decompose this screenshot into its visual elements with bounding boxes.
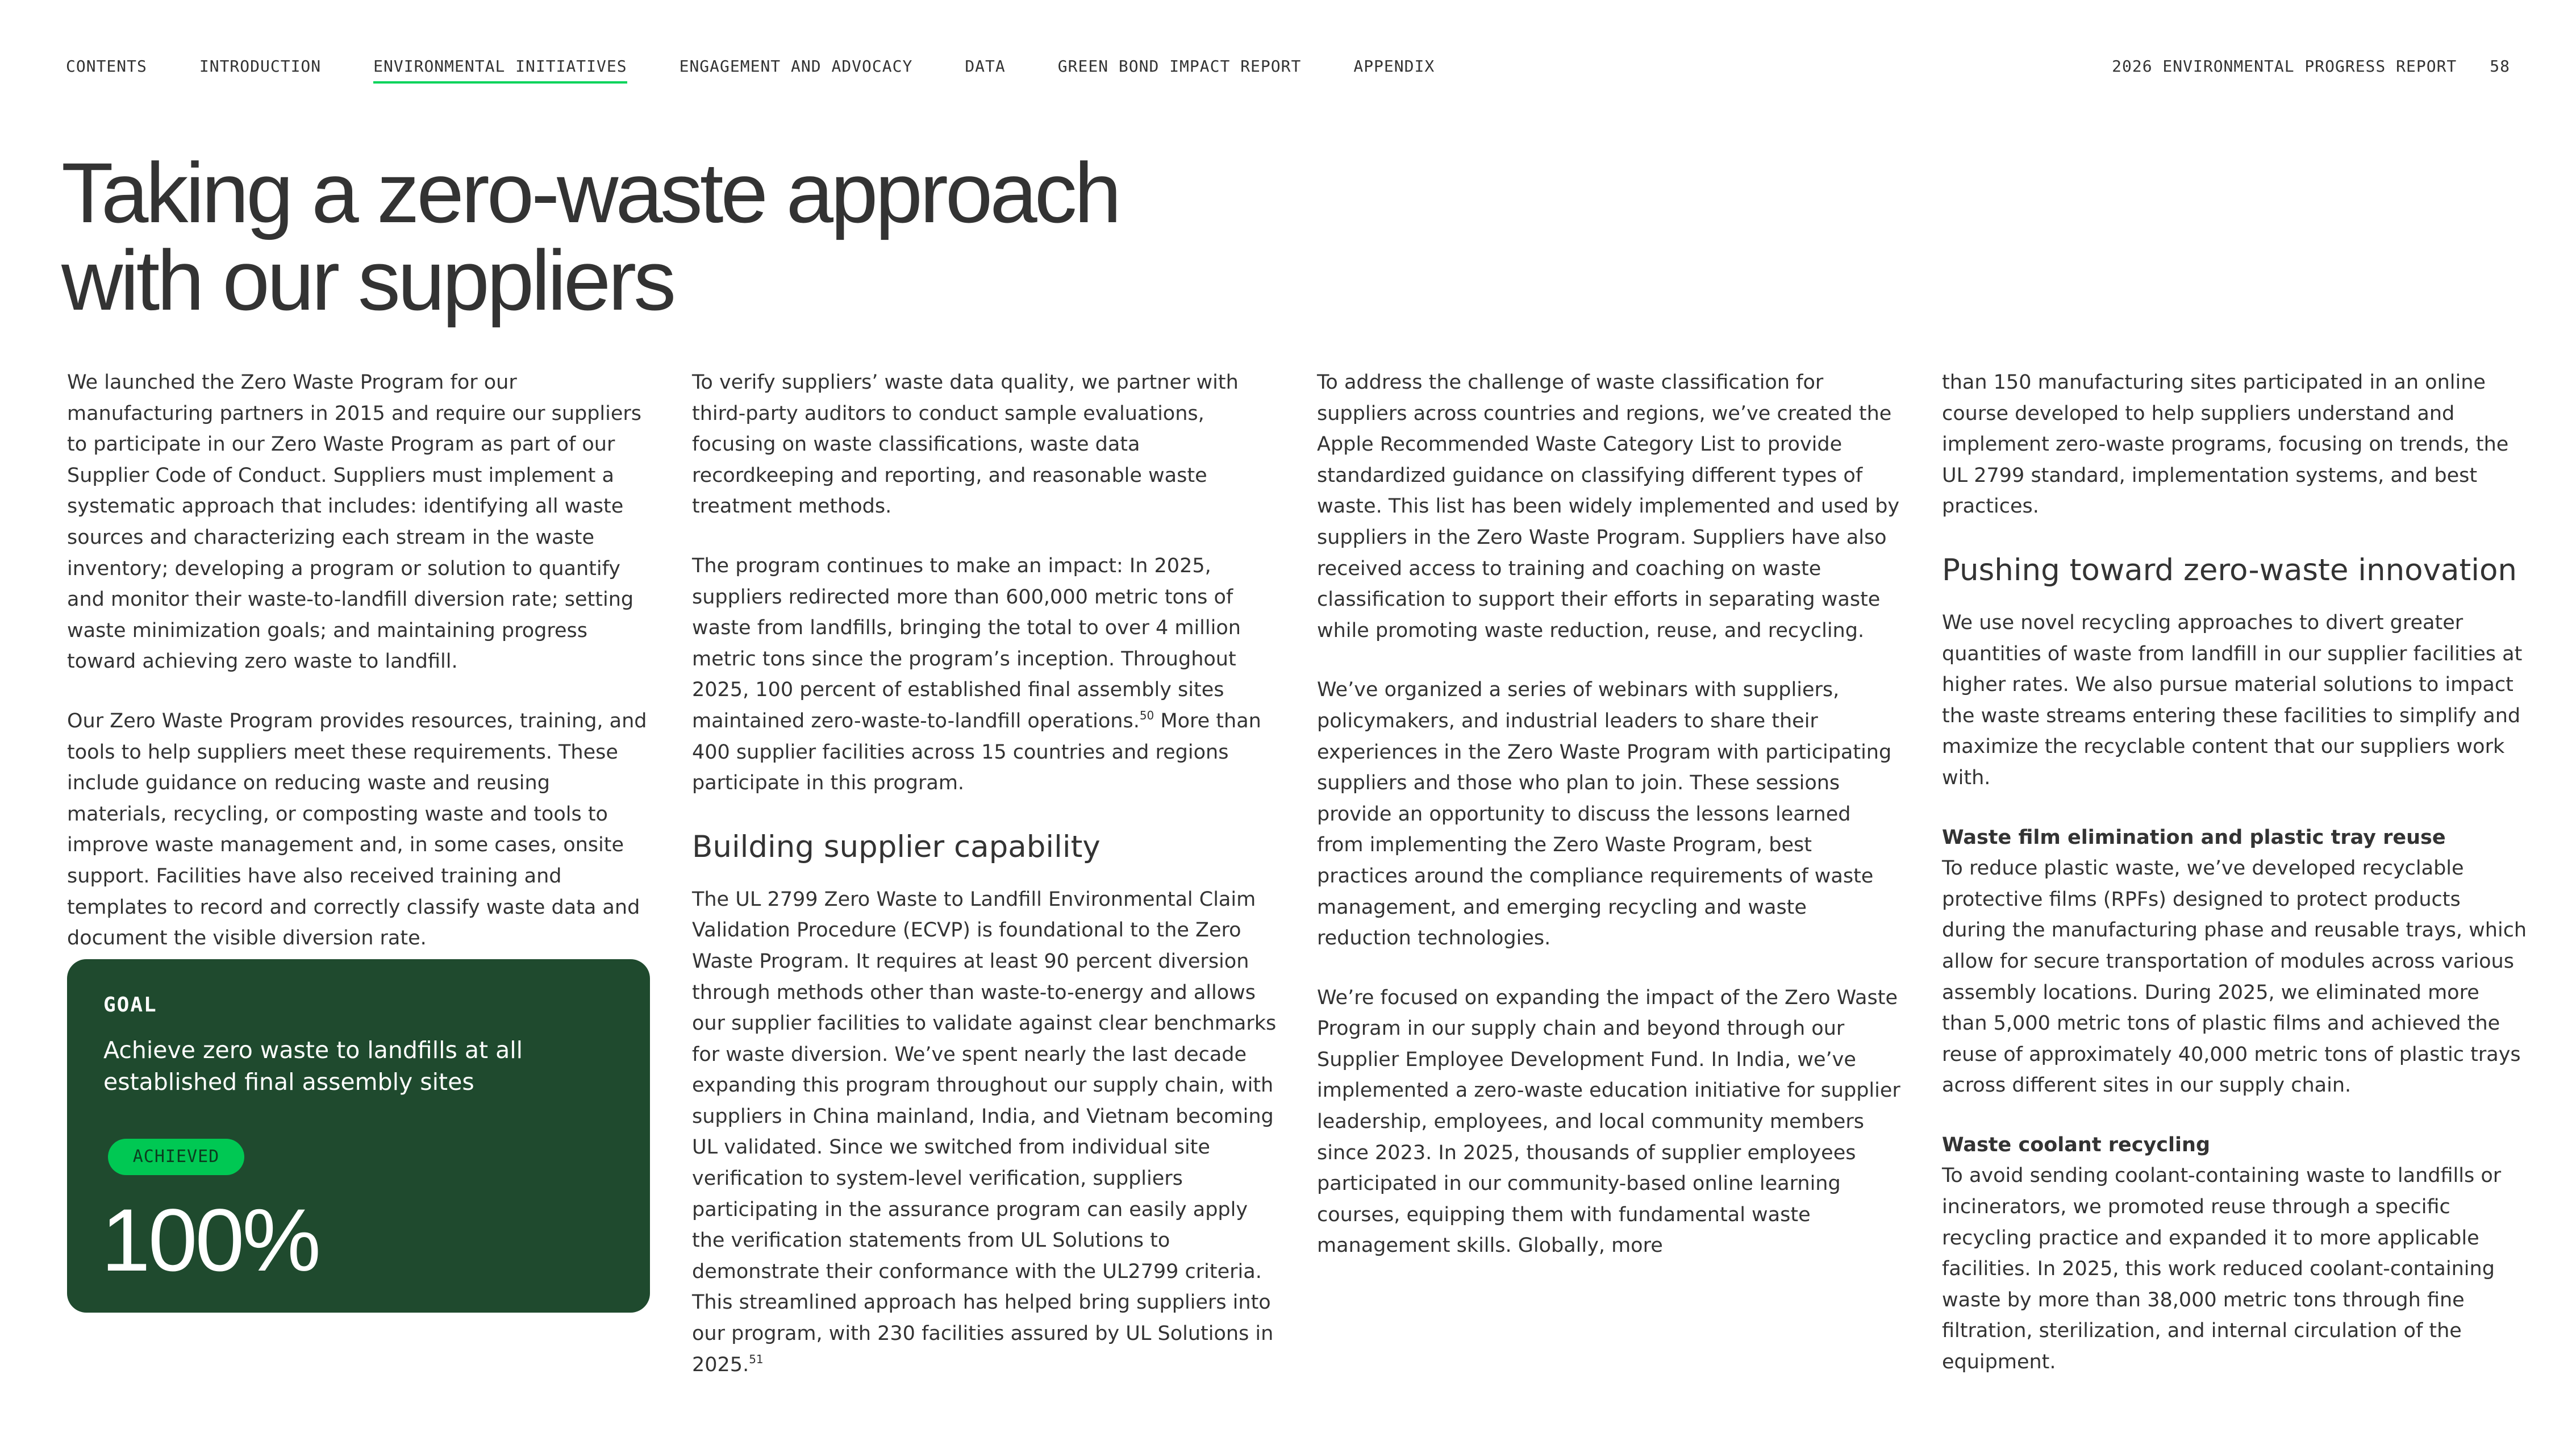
page-title-line-2: with our suppliers [61,232,674,328]
paragraph-text: The program continues to make an impact: In 2025, suppliers redirected more than 600,000 metric tons of waste from landfills, bringing the total to over 4 million metric tons since the program’s inception. Throughout 2025, 100 percent of established final assembly sites maintained zero-waste-to-landfill operations. [692,554,1241,732]
tab-green-bond-impact-report[interactable]: GREEN BOND IMPACT REPORT [1057,57,1302,76]
subheading: Waste coolant recycling [1942,1133,2211,1156]
tab-data[interactable]: DATA [965,57,1006,76]
tab-environmental-initiatives[interactable]: ENVIRONMENTAL INITIATIVES [373,57,627,84]
tab-contents[interactable]: CONTENTS [66,57,147,76]
footnote-ref[interactable]: 50 [1139,708,1154,722]
tab-introduction[interactable]: INTRODUCTION [199,57,322,76]
report-header [2112,57,2510,76]
column-4 [1942,367,2527,1406]
paragraph: We’re focused on expanding the impact of the Zero Waste Program in our supply chain and beyond through our Supplier Employee Development Fund. In India, we’ve implemented a zero-waste education initiative for supplier leadership, employees, and local community members since 2023. In 2025, thousands of supplier employees participated in our community-based online learning courses, equipping them with fundamental waste management skills. Globally, more [1317,986,1900,1258]
column-1 [67,367,652,982]
page-number: 58 [2490,57,2510,76]
paragraph: We launched the Zero Waste Program for our manufacturing partners in 2015 and require our suppliers to participate in our Zero Waste Program as part of our Supplier Code of Conduct. Suppliers must implement a systematic approach that includes: identifying all waste sources and characterizing each stream in the waste inventory; developing a program or solution to quantify and monitor their waste-to-landfill diversion rate; setting waste minimization goals; and maintaining progress toward achieving zero waste to landfill. [67,371,642,673]
paragraph: To address the challenge of waste classification for suppliers across countries and regions, we’ve created the Apple Recommended Waste Category List to provide standardized guidance on classifying different types of waste. This list has been widely implemented and used by suppliers in the Zero Waste Program. Suppliers have also received access to training and coaching on waste classification to support their efforts in separating waste while promoting waste reduction, reuse, and recycling. [1317,371,1900,642]
paragraph: We’ve organized a series of webinars with suppliers, policymakers, and industrial leaders to share their experiences in the Zero Waste Program with participating suppliers and those who plan to join. These sessions provide an opportunity to discuss the lessons learned from implementing the Zero Waste Program, best practices around the compliance requirements of waste management, and emerging recycling and waste reduction technologies. [1317,678,1892,950]
goal-text: Achieve zero waste to landfills at all established final assembly sites [103,1036,523,1096]
paragraph-text: The UL 2799 Zero Waste to Landfill Environmental Claim Validation Procedure (ECVP) is foundational to the Zero Waste Program. It requires at least 90 percent diversion through methods other than waste-to-energy and allows our supplier facilities to validate against clear benchmarks for waste diversion. We’ve spent nearly the last decade expanding this program throughout our supply chain, with suppliers in China mainland, India, and Vietnam becoming UL validated. Since we switched from individual site verification to system-level verification, suppliers participating in the assurance program can easily apply the verification statements from UL Solutions to demonstrate their conformance with the UL2799 criteria. This streamlined approach has helped bring suppliers into our program, with 230 facilities assured by UL Solutions in 2025. [692,888,1277,1376]
paragraph [692,884,1277,1381]
paragraph: To avoid sending coolant-containing waste to landfills or incinerators, we promoted reuse through a specific recycling practice and expanded it to more applicable facilities. In 2025, this work reduced coolant-containing waste by more than 38,000 metric tons through fine filtration, sterilization, and internal circulation of the equipment. [1942,1164,2502,1374]
goal-card [67,959,650,1313]
section-heading: Building supplier capability [692,829,1101,864]
paragraph: Our Zero Waste Program provides resources, training, and tools to help suppliers meet these requirements. These include guidance on reducing waste and reusing materials, recycling, or composting waste and tools to improve waste management and, in some cases, onsite support. Facilities have also received training and templates to record and correctly classify waste data and document the visible diversion rate. [67,709,647,950]
paragraph: To reduce plastic waste, we’ve developed recyclable protective films (RPFs) designed to protect products during the manufacturing phase and reusable trays, which allow for secure transportation of modules across various assembly locations. During 2025, we eliminated more than 5,000 metric tons of plastic films and achieved the reuse of approximately 40,000 metric tons of plastic trays across different sites in our supply chain. [1942,857,2527,1097]
section-tabs [66,57,1435,84]
footnote-ref[interactable]: 51 [749,1352,764,1366]
tab-engagement-and-advocacy[interactable]: ENGAGEMENT AND ADVOCACY [679,57,913,76]
paragraph: We use novel recycling approaches to divert greater quantities of waste from landfill in our supplier facilities at higher rates. We also pursue material solutions to impact the waste streams entering these facilities to simplify and maximize the recyclable content that our suppliers work with. [1942,611,2523,789]
paragraph [692,551,1277,799]
page-title-line-1: Taking a zero-waste approach [61,145,1119,240]
column-2 [692,367,1277,1409]
paragraph: than 150 manufacturing sites participated in an online course developed to help suppliers understand and implement zero-waste programs, focusing on trends, the UL 2799 standard, implementation systems, and best practices. [1942,371,2509,518]
top-navigation [66,57,2510,84]
subheading: Waste film elimination and plastic tray reuse [1942,826,2446,849]
column-3 [1317,367,1902,1290]
goal-label: GOAL [103,993,157,1017]
goal-value: 100% [101,1191,319,1290]
paragraph-text: More than 400 supplier facilities across 15 countries and regions participate in this program. [692,709,1261,795]
paragraph: To verify suppliers’ waste data quality, we partner with third-party auditors to conduct sample evaluations, focusing on waste classifications, waste data recordkeeping and reporting, and reasonable waste treatment methods. [692,371,1239,518]
report-title: 2026 ENVIRONMENTAL PROGRESS REPORT [2112,57,2457,76]
section-heading: Pushing toward zero-waste innovation [1942,552,2517,588]
page-title [61,145,1425,328]
tab-appendix[interactable]: APPENDIX [1353,57,1435,76]
status-badge: ACHIEVED [108,1139,244,1175]
